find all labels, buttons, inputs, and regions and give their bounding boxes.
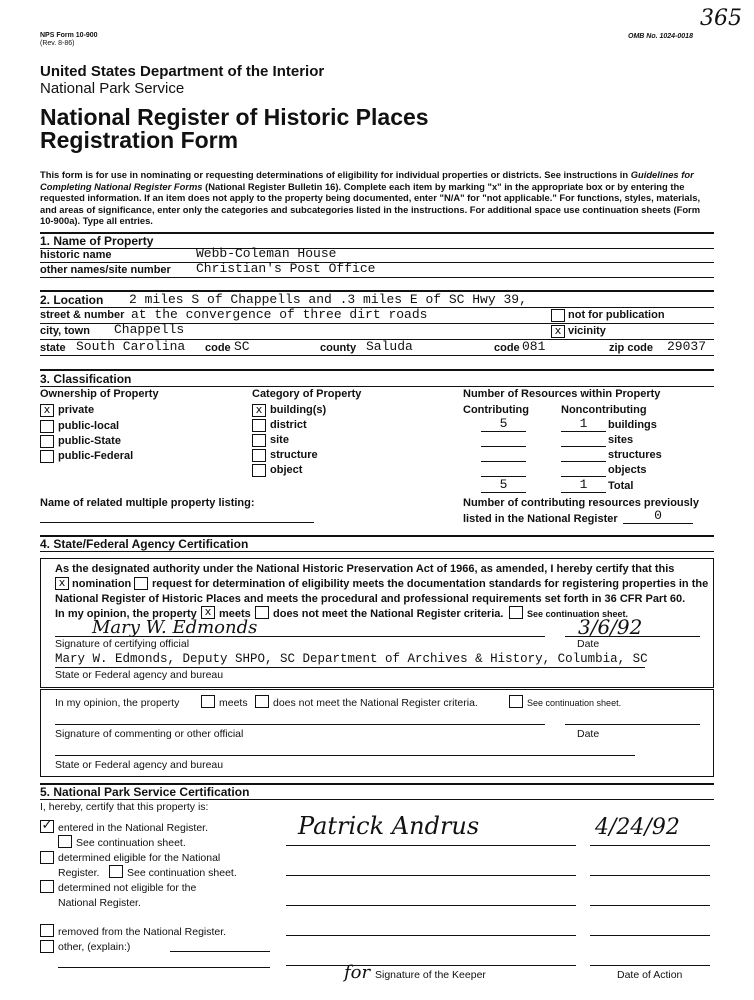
rule	[286, 965, 576, 966]
resources-heading: Number of Resources within Property	[463, 388, 661, 400]
determined-eligible-checkbox[interactable]	[40, 851, 54, 864]
entered-continuation-checkbox[interactable]	[58, 835, 72, 848]
section3-heading: 3. Classification	[40, 372, 132, 386]
historic-name-label: historic name	[40, 249, 112, 261]
meets-label: meets	[219, 608, 251, 620]
zip-value[interactable]: 29037	[667, 339, 707, 354]
res-buildings-label: buildings	[608, 419, 657, 431]
category-district-label: district	[270, 419, 307, 431]
does-not-meet2-checkbox[interactable]	[255, 695, 269, 708]
removed-checkbox[interactable]	[40, 924, 54, 937]
request-determination-checkbox[interactable]	[134, 577, 148, 590]
not-eligible-checkbox[interactable]	[40, 880, 54, 893]
rule	[561, 446, 606, 447]
county-code-label: code	[494, 342, 520, 354]
cert-line1: As the designated authority under the National Historic Preservation Act of 1966, as amended, I hereby certify that this	[55, 563, 675, 575]
other-label: other, (explain:)	[58, 941, 131, 953]
rule	[590, 845, 710, 846]
rule	[55, 636, 545, 637]
not-for-publication-checkbox[interactable]	[551, 309, 565, 322]
rule	[286, 875, 576, 876]
category-site-label: site	[270, 434, 289, 446]
ownership-public-federal-label: public-Federal	[58, 450, 134, 462]
section4-heading: 4. State/Federal Agency Certification	[40, 537, 249, 551]
rule	[58, 967, 270, 968]
rule	[40, 277, 714, 278]
state-label: state	[40, 342, 66, 354]
form-title-line2: Registration Form	[40, 127, 239, 153]
rule	[590, 905, 710, 906]
rule	[286, 935, 576, 936]
determined-continuation-label: See continuation sheet.	[127, 867, 237, 879]
category-structure-label: structure	[270, 449, 318, 461]
see-continuation-label: See continuation sheet.	[527, 609, 629, 619]
ownership-public-state-checkbox[interactable]	[40, 435, 54, 448]
res-objects-label: objects	[608, 464, 647, 476]
does-not-meet2-label: does not meet the National Register criteria.	[273, 697, 478, 709]
county-value[interactable]: Saluda	[366, 339, 413, 354]
category-heading: Category of Property	[252, 388, 362, 400]
vicinity-label: vicinity	[568, 325, 606, 337]
noncontributing-total[interactable]: 1	[579, 477, 588, 492]
ownership-private-checkbox[interactable]: x	[40, 404, 54, 417]
see-continuation2-checkbox[interactable]	[509, 695, 523, 708]
not-for-publication-label: not for publication	[568, 309, 665, 321]
rule	[481, 492, 526, 493]
historic-name-value[interactable]: Webb-Coleman House	[196, 246, 337, 261]
rule	[590, 935, 710, 936]
section1-heading: 1. Name of Property	[40, 234, 154, 248]
rule	[40, 248, 714, 249]
certifying-signature: Mary W. Edmonds	[92, 617, 258, 638]
cert-line2: request for determination of eligibility meets the documentation standards for registering properties in the	[152, 578, 709, 590]
rule	[623, 523, 693, 524]
agency2-label: State or Federal agency and bureau	[55, 759, 224, 771]
ownership-public-local-checkbox[interactable]	[40, 420, 54, 433]
see-continuation-checkbox[interactable]	[509, 606, 523, 619]
department-title: United States Department of the Interior	[40, 63, 325, 80]
category-structure-checkbox[interactable]	[252, 449, 266, 462]
rule	[40, 262, 714, 263]
rule	[590, 875, 710, 876]
keeper-signature-label: Signature of the Keeper	[375, 969, 486, 981]
opinion-label: In my opinion, the property	[55, 608, 197, 620]
rule	[40, 386, 714, 387]
rule	[481, 461, 526, 462]
county-code-value[interactable]: 081	[522, 339, 546, 354]
rule	[561, 431, 606, 432]
commenting-date-field[interactable]	[565, 724, 700, 725]
contributing-total[interactable]: 5	[499, 477, 508, 492]
removed-label: removed from the National Register.	[58, 926, 227, 938]
rule	[565, 636, 700, 637]
keeper-signature: Patrick Andrus	[298, 812, 480, 840]
other-checkbox[interactable]	[40, 940, 54, 953]
meets2-checkbox[interactable]	[201, 695, 215, 708]
rule	[590, 965, 710, 966]
determined-continuation-checkbox[interactable]	[109, 865, 123, 878]
ownership-private-label: private	[58, 404, 95, 416]
certifying-signature-label: Signature of certifying official	[55, 638, 190, 650]
rule	[481, 431, 526, 432]
previously-listed-label1: Number of contributing resources previously	[463, 497, 699, 509]
form-number: NPS Form 10-900	[40, 32, 98, 39]
see-continuation2-label: See continuation sheet.	[527, 698, 622, 708]
other-explain-field[interactable]	[170, 951, 270, 952]
noncontributing-heading: Noncontributing	[561, 404, 647, 416]
entered-label: entered in the National Register.	[58, 822, 209, 834]
rule	[40, 799, 714, 800]
rule	[40, 355, 714, 356]
rule	[286, 905, 576, 906]
previously-listed-value[interactable]: 0	[654, 508, 662, 523]
category-district-checkbox[interactable]	[252, 419, 266, 432]
res-structures-label: structures	[608, 449, 662, 461]
zip-label: zip code	[609, 342, 654, 354]
section3-top-rule	[40, 369, 714, 371]
category-object-label: object	[270, 464, 303, 476]
state-value[interactable]: South Carolina	[76, 339, 186, 354]
state-code-value[interactable]: SC	[234, 339, 250, 354]
category-building-label: building(s)	[270, 404, 327, 416]
certifying-date-label: Date	[577, 638, 600, 650]
rule	[55, 667, 645, 668]
nomination-checkbox[interactable]: x	[55, 577, 69, 590]
street-value[interactable]: at the convergence of three dirt roads	[131, 307, 428, 322]
does-not-meet-label: does not meet the National Register criteria.	[273, 608, 504, 620]
contributing-buildings[interactable]: 5	[499, 416, 508, 431]
noncontributing-buildings[interactable]: 1	[579, 416, 588, 431]
commenting-signature-label: Signature of commenting or other official	[55, 728, 244, 740]
certifying-official-value[interactable]: Mary W. Edmonds, Deputy SHPO, SC Department of Archives & History, Columbia, SC	[55, 652, 648, 666]
form-title-line1: National Register of Historic Places	[40, 104, 429, 130]
cert-line3: National Register of Historic Places and meets the procedural and professional requirements set forth in 36 CFR Part 60.	[55, 593, 686, 605]
other-names-label: other names/site number	[40, 264, 171, 276]
commenting-signature-field[interactable]	[55, 724, 545, 725]
res-total-label: Total	[608, 480, 634, 492]
opinion2-label: In my opinion, the property	[55, 697, 180, 709]
rule	[481, 446, 526, 447]
entered-continuation-label: See continuation sheet.	[76, 837, 186, 849]
category-building-checkbox[interactable]: x	[252, 404, 266, 417]
commenting-date-label: Date	[577, 728, 600, 740]
nomination-label: nomination	[72, 578, 132, 590]
county-label: county	[320, 342, 357, 354]
city-value[interactable]: Chappells	[114, 322, 185, 337]
keeper-date-label: Date of Action	[617, 969, 683, 981]
nps-certify-label: I, hereby, certify that this property is:	[40, 801, 209, 813]
keeper-date: 4/24/92	[595, 815, 680, 840]
category-site-checkbox[interactable]	[252, 434, 266, 447]
entered-checkbox[interactable]: ✓	[41, 818, 53, 833]
intro-paragraph: This form is for use in nominating or requesting determinations of eligibility for individual properties or districts. See instructions in Guidelines for Completing National Register Forms (National Register Bulletin 16). Complete each item by marking "x" in the appropriate box or by entering the requested information. If an item does not apply to the property being documented, enter "N/A" for "not applicable." For functions, styles, materials, and areas of significance, enter only the categories and subcategories listed in the instructions. For additional space use continuation sheets (Form 10-900a). Type all entries.	[40, 169, 701, 227]
res-sites-label: sites	[608, 434, 634, 446]
certifying-date: 3/6/92	[578, 615, 643, 639]
location-value[interactable]: 2 miles S of Chappells and .3 miles E of SC Hwy 39,	[129, 292, 527, 307]
determined-eligible-label: determined eligible for the National	[58, 852, 221, 864]
not-eligible-label: determined not eligible for the	[58, 882, 197, 894]
rule	[286, 845, 576, 846]
for-mark: for	[344, 962, 371, 983]
city-label: city, town	[40, 325, 90, 337]
meets2-label: meets	[219, 697, 248, 709]
meets-checkbox[interactable]: x	[201, 606, 215, 619]
form-revision: (Rev. 8-86)	[40, 40, 75, 47]
section2-heading: 2. Location	[40, 293, 104, 307]
multiple-listing-field[interactable]	[40, 522, 314, 523]
rule	[40, 551, 714, 552]
multiple-listing-label: Name of related multiple property listing:	[40, 497, 255, 509]
other-names-value[interactable]: Christian's Post Office	[196, 261, 376, 276]
determined-eligible-label2: Register.	[58, 867, 100, 879]
rule	[561, 461, 606, 462]
category-object-checkbox[interactable]	[252, 464, 266, 477]
agency2-field[interactable]	[55, 755, 635, 756]
contributing-heading: Contributing	[463, 404, 529, 416]
service-title: National Park Service	[40, 80, 185, 97]
ownership-public-local-label: public-local	[58, 420, 120, 432]
section5-heading: 5. National Park Service Certification	[40, 785, 250, 799]
vicinity-checkbox[interactable]: x	[551, 325, 565, 338]
state-code-label: code	[205, 342, 231, 354]
ownership-heading: Ownership of Property	[40, 388, 159, 400]
ownership-public-state-label: public-State	[58, 435, 121, 447]
rule	[561, 492, 606, 493]
not-eligible-label2: National Register.	[58, 897, 141, 909]
page-mark: 365	[700, 6, 742, 31]
omb-number: OMB No. 1024-0018	[628, 33, 693, 40]
street-label: street & number	[40, 309, 125, 321]
agency-label: State or Federal agency and bureau	[55, 669, 224, 681]
ownership-public-federal-checkbox[interactable]	[40, 450, 54, 463]
previously-listed-label2: listed in the National Register	[463, 513, 618, 525]
